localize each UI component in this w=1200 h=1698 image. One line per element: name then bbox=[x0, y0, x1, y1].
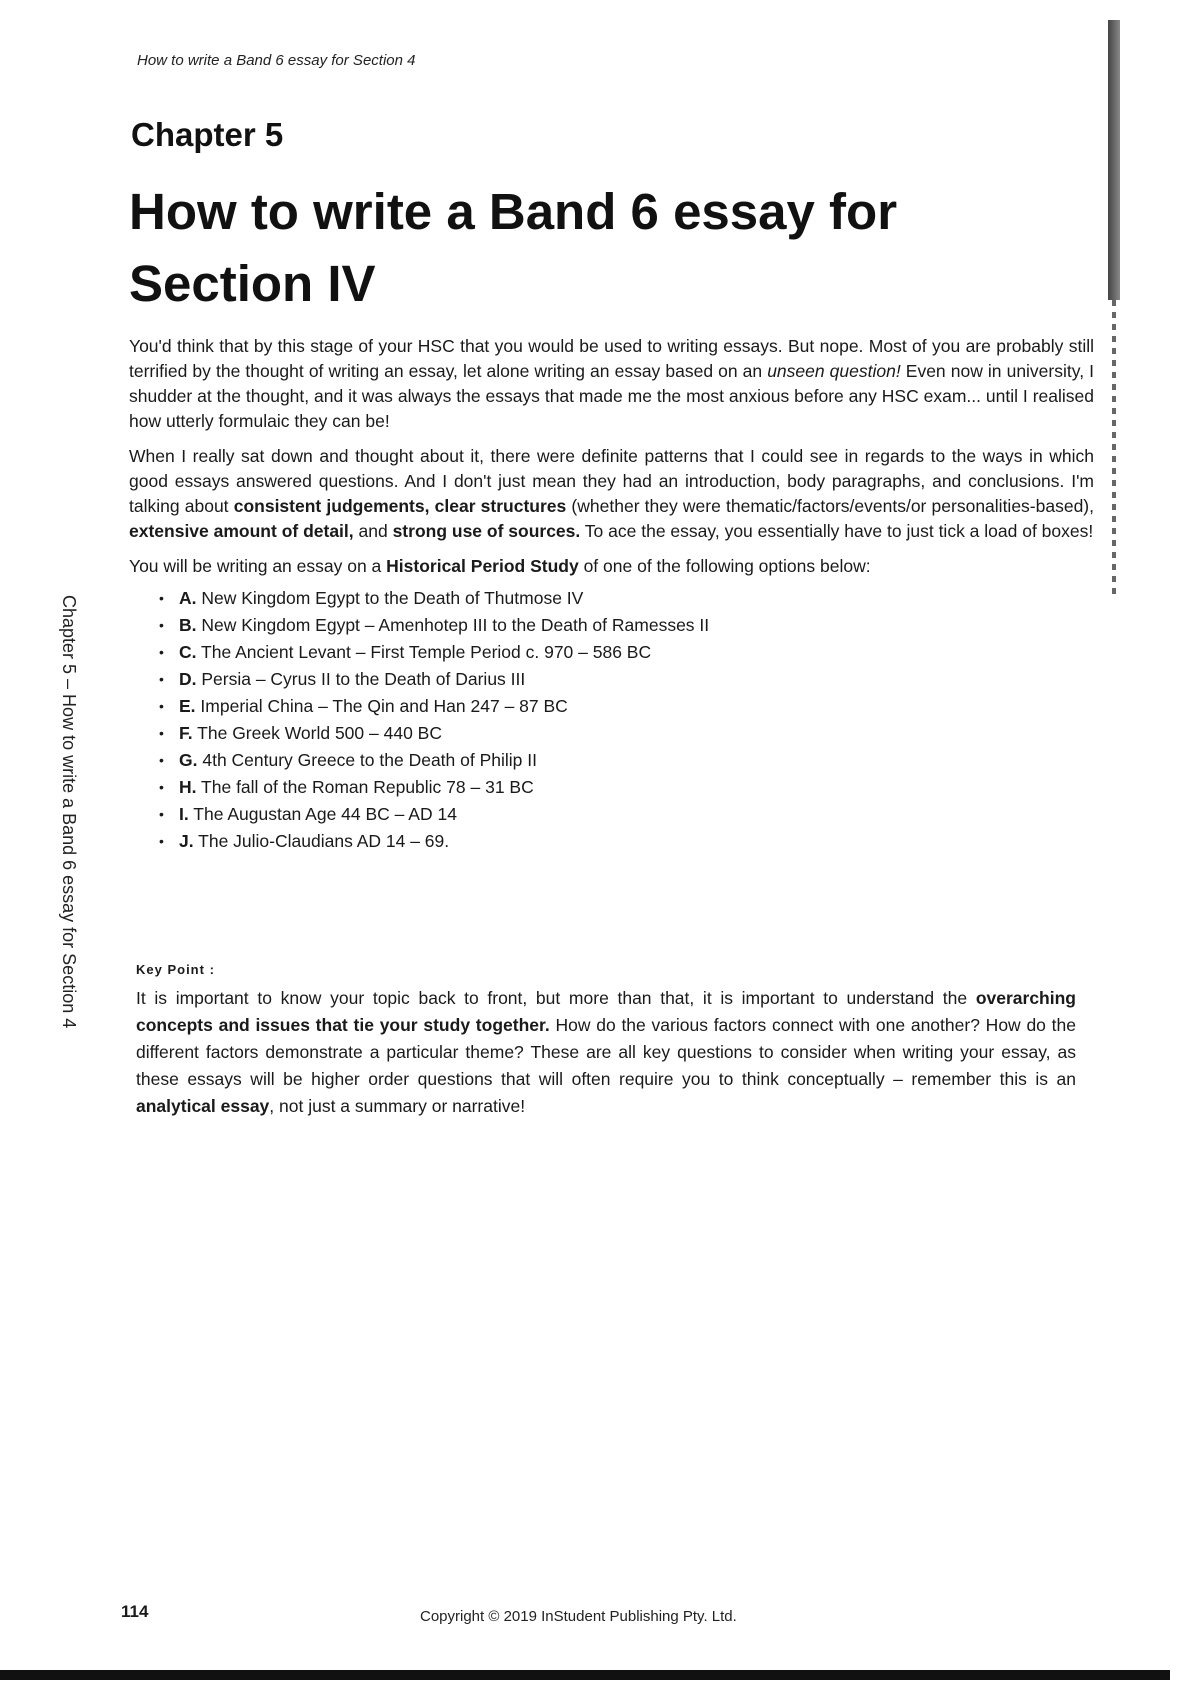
option-letter: G. bbox=[179, 750, 198, 770]
emphasis-text: unseen question! bbox=[767, 361, 901, 381]
side-running-title: Chapter 5 – How to write a Band 6 essay for Section 4 bbox=[59, 595, 79, 1029]
text-run: When I really sat down and thought about it, there were definite patterns that I could see in regards to the ways in which good essays answered questions. And I don't just mean they had an introduction, body paragraphs, and conclusions. I'm talking about bbox=[129, 446, 1094, 516]
scan-edge-marks bbox=[1112, 300, 1116, 600]
option-letter: J. bbox=[179, 831, 194, 851]
chapter-title: How to write a Band 6 essay for Section IV bbox=[129, 183, 898, 312]
list-item bbox=[159, 747, 1094, 774]
text-run: of one of the following options below: bbox=[578, 556, 871, 576]
option-text: New Kingdom Egypt – Amenhotep III to the Death of Ramesses II bbox=[196, 615, 710, 635]
paragraph-patterns bbox=[129, 444, 1094, 544]
option-letter: A. bbox=[179, 588, 197, 608]
text-run: (whether they were thematic/factors/events/or personalities-based), bbox=[566, 496, 1094, 516]
option-letter: I. bbox=[179, 804, 189, 824]
list-item bbox=[159, 639, 1094, 666]
list-item bbox=[159, 774, 1094, 801]
options-list bbox=[129, 585, 1094, 855]
option-letter: H. bbox=[179, 777, 197, 797]
text-run: and bbox=[353, 521, 393, 541]
chapter-label: Chapter 5 bbox=[131, 116, 284, 153]
option-text: 4th Century Greece to the Death of Philip II bbox=[197, 750, 537, 770]
bold-text: strong use of sources. bbox=[392, 521, 581, 541]
list-item bbox=[159, 720, 1094, 747]
scan-edge-shadow bbox=[1108, 20, 1120, 300]
list-item bbox=[159, 612, 1094, 639]
paragraph-intro bbox=[129, 334, 1094, 434]
paragraph-options-intro bbox=[129, 554, 1094, 579]
list-item bbox=[159, 828, 1094, 855]
option-text: Imperial China – The Qin and Han 247 – 87 BC bbox=[195, 696, 568, 716]
option-letter: D. bbox=[179, 669, 197, 689]
scan-bottom-bar bbox=[0, 1670, 1170, 1680]
option-text: The Augustan Age 44 BC – AD 14 bbox=[188, 804, 457, 824]
list-item bbox=[159, 801, 1094, 828]
text-run: You will be writing an essay on a bbox=[129, 556, 387, 576]
body-text bbox=[129, 334, 1094, 855]
option-letter: C. bbox=[179, 642, 197, 662]
text-run: Even now in university, I shudder at the thought, and it was always the essays that made me the most anxious before any HSC exam... until I realised how utterly formulaic they can be! bbox=[129, 361, 1094, 431]
option-text: The Greek World 500 – 440 BC bbox=[192, 723, 442, 743]
bold-text: extensive amount of detail, bbox=[129, 521, 354, 541]
key-point-title: Key Point : bbox=[136, 962, 215, 977]
key-point-box bbox=[136, 956, 1076, 1120]
copyright-notice: Copyright © 2019 InStudent Publishing Pty. Ltd. bbox=[420, 1608, 737, 1625]
list-item bbox=[159, 666, 1094, 693]
option-letter: B. bbox=[179, 615, 197, 635]
option-text: New Kingdom Egypt to the Death of Thutmose IV bbox=[196, 588, 584, 608]
option-text: The fall of the Roman Republic 78 – 31 BC bbox=[196, 777, 534, 797]
list-item bbox=[159, 585, 1094, 612]
list-item bbox=[159, 693, 1094, 720]
text-run: It is important to know your topic back to front, but more than that, it is important to understand the bbox=[136, 988, 976, 1008]
text-run: , not just a summary or narrative! bbox=[269, 1096, 526, 1116]
option-letter: E. bbox=[179, 696, 196, 716]
bold-text: Historical Period Study bbox=[386, 556, 579, 576]
bold-text: consistent judgements, clear structures bbox=[233, 496, 567, 516]
running-header: How to write a Band 6 essay for Section 4 bbox=[137, 52, 416, 69]
bold-text: analytical essay bbox=[136, 1096, 270, 1116]
page-number: 114 bbox=[121, 1602, 149, 1621]
option-text: The Julio-Claudians AD 14 – 69. bbox=[193, 831, 450, 851]
text-run: To ace the essay, you essentially have to just tick a load of boxes! bbox=[580, 521, 1094, 541]
bold-text: overarching concepts and issues that tie your study together. bbox=[136, 988, 1076, 1035]
option-letter: F. bbox=[179, 723, 193, 743]
key-point-text bbox=[136, 985, 1076, 1120]
text-run: You'd think that by this stage of your HSC that you would be used to writing essays. But nope. Most of you are probably still terrified by the thought of writing an essay, let alone writing an essay based on an bbox=[129, 336, 1094, 381]
option-text: The Ancient Levant – First Temple Period c. 970 – 586 BC bbox=[196, 642, 652, 662]
text-run: How do the various factors connect with one another? How do the different factors demonstrate a particular theme? These are all key questions to consider when writing your essay, as these essays will be higher order questions that will often require you to think conceptually – remember this is an bbox=[136, 1015, 1076, 1089]
option-text: Persia – Cyrus II to the Death of Darius III bbox=[196, 669, 526, 689]
